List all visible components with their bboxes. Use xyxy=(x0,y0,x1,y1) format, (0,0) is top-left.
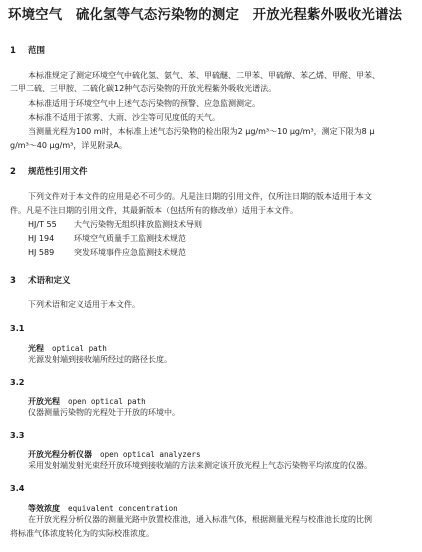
section-heading-terms xyxy=(10,274,71,286)
paragraph: 下列术语和定义适用于本文件。 xyxy=(28,300,140,309)
reference-title: 环境空气质量手工监测技术规范 xyxy=(74,234,186,243)
reference-code: HJ 194 xyxy=(28,234,55,243)
term-zh: 开放光程分析仪器 xyxy=(28,450,92,459)
section-heading-scope xyxy=(10,44,45,56)
reference-title: 大气污染物无组织排放监测技术导则 xyxy=(74,220,202,229)
term-definition: 光源发射端到接收端所经过的路径长度。 xyxy=(28,355,172,364)
section-title: 范围 xyxy=(28,46,46,56)
reference-item xyxy=(10,232,422,245)
reference-item xyxy=(10,218,422,231)
term-definition: 采用发射端发射光束经开放环境到接收端的方法来测定该开放光程上气态污染物平均浓度的仪器。 xyxy=(28,461,372,470)
term-en: open optical analyzers xyxy=(100,450,201,459)
subsection-number: 3.2 xyxy=(10,377,25,387)
section-title: 规范性引用文件 xyxy=(28,167,88,177)
term-definition-continued: 将标准气体浓度转化为的实际校准浓度。 xyxy=(10,529,154,538)
subsection-number: 3.4 xyxy=(10,483,25,493)
reference-code: HJ/T 55 xyxy=(28,220,57,229)
paragraph: 本标准不适用于浓雾、大雨、沙尘等可见度低的天气。 xyxy=(28,113,220,122)
term-zh: 等效浓度 xyxy=(28,504,60,513)
section-number: 3 xyxy=(10,276,16,286)
paragraph: 下列文件对于本文件的应用是必不可少的。凡是注日期的引用文件，仅所注日期的版本适用于本文 xyxy=(28,192,372,201)
paragraph: 件。凡是不注日期的引用文件，其最新版本（包括所有的修改单）适用于本文件。 xyxy=(10,206,298,215)
section-number: 2 xyxy=(10,167,16,177)
subsection-number: 3.1 xyxy=(10,323,25,333)
document-title: 环境空气 硫化氢等气态污染物的测定 开放光程紫外吸收光谱法 xyxy=(8,8,403,23)
term-definition: 仪器测量污染物的光程处于开放的环境中。 xyxy=(28,408,180,417)
reference-item xyxy=(10,246,422,259)
subsection-number: 3.3 xyxy=(10,430,25,440)
section-title: 术语和定义 xyxy=(28,276,71,286)
section-heading-references xyxy=(10,165,88,177)
paragraph: 本标准适用于环境空气中上述气态污染物的预警、应急监测测定。 xyxy=(28,99,260,108)
term-en: open optical path xyxy=(68,397,146,406)
section-number: 1 xyxy=(10,46,16,56)
term-zh: 开放光程 xyxy=(28,397,60,406)
term-zh: 光程 xyxy=(28,344,44,353)
reference-title: 突发环境事件应急监测技术规范 xyxy=(74,248,186,257)
paragraph: 当测量光程为100 m时，本标准上述气态污染物的检出限为2 μg/m³～10 μg/m³，测定下限为8 μ xyxy=(28,127,375,136)
term-definition: 在开放光程分析仪器的测量光路中放置校准池，通入标准气体，根据测量光程与校准池长度的比例 xyxy=(28,515,372,524)
paragraph: 二甲二硫、三甲胺、二硫化碳12种气态污染物的开放光程紫外吸收光谱法。 xyxy=(10,84,277,93)
reference-code: HJ 589 xyxy=(28,248,55,257)
paragraph: g/m³～40 μg/m³，详见附录A。 xyxy=(10,141,127,150)
paragraph: 本标准规定了测定环境空气中硫化氢、氨气、苯、甲硫醚、二甲苯、甲硫醇、苯乙烯、甲醛、甲苯、 xyxy=(28,71,380,80)
term-en: optical path xyxy=(52,344,107,353)
term-en: equivalent concentration xyxy=(68,504,178,513)
